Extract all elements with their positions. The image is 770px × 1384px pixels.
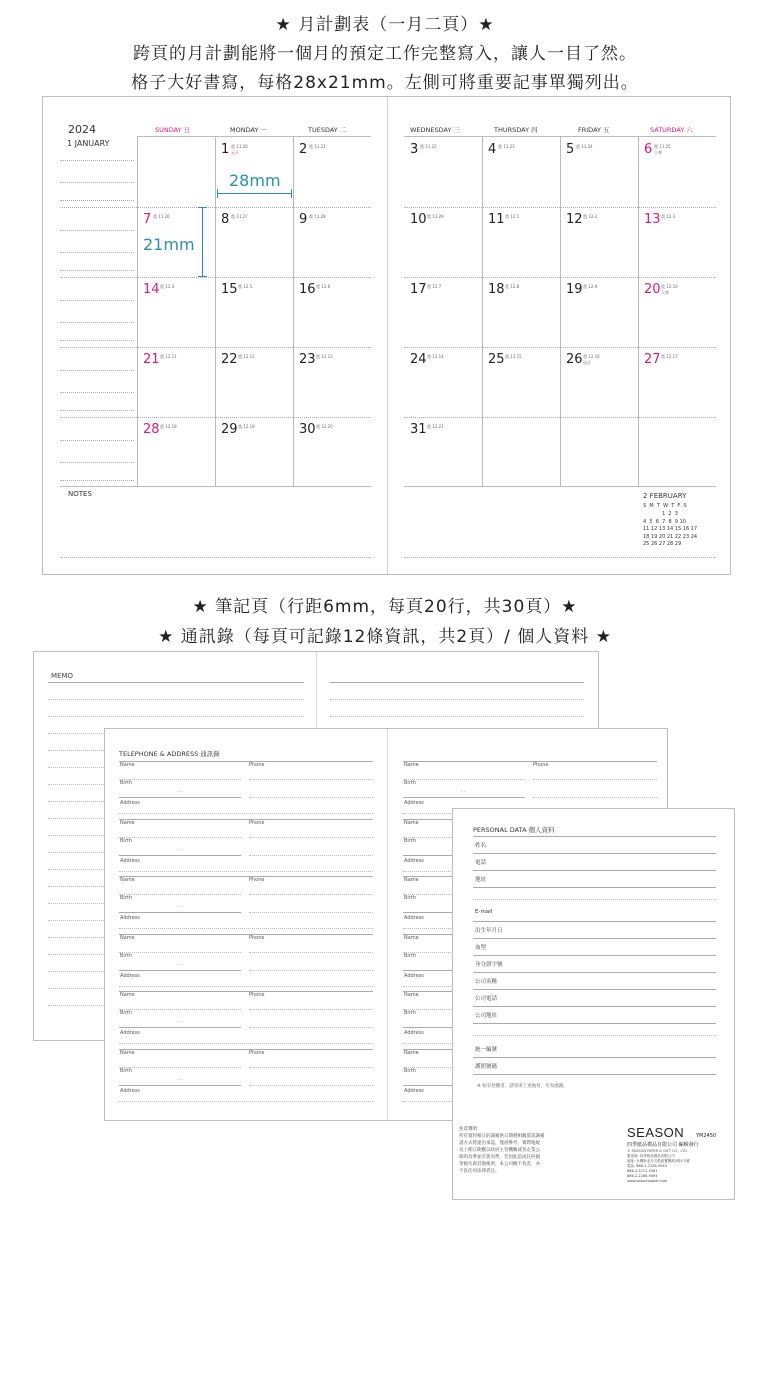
personal-field-label: 公司名稱	[475, 979, 498, 985]
phone-label: Phone	[249, 819, 265, 826]
day-number: 8	[221, 212, 230, 227]
row-sep-r2	[404, 347, 716, 348]
company-address-line: 886-2-2268-9494	[627, 1174, 658, 1178]
birth-dots: · ·	[177, 904, 182, 910]
disclaimer-line: 免責聲明：	[459, 1127, 482, 1132]
side-note-line	[60, 160, 134, 161]
telephone-title: TELEPHONE & ADDRESS 通訊錄	[119, 750, 220, 758]
name-label: Name	[404, 992, 419, 998]
name-label: Name	[120, 1049, 135, 1056]
side-note-line	[60, 230, 134, 231]
entry-top-line	[119, 876, 373, 877]
col-line-l2	[293, 137, 294, 487]
calendar-year: 2024	[68, 123, 96, 136]
height-dim-tick-b	[198, 276, 207, 277]
company-en: © SEASON PAPER & GIFT CO., LTD.	[627, 1149, 688, 1153]
address-line	[119, 986, 373, 987]
festival-label: 小寒	[654, 150, 662, 155]
personal-field-line	[473, 921, 716, 922]
name-line	[403, 779, 525, 780]
day-number: 31	[410, 422, 427, 437]
headline-monthly-desc2: 格子大好書寫，每格28x21mm。左側可將重要記事單獨列出。	[131, 73, 639, 93]
day-number: 26	[566, 352, 583, 367]
entry-top-line	[119, 761, 373, 762]
weekday-header-2: TUESDAY 二	[308, 126, 347, 134]
phone-line	[249, 1067, 373, 1068]
entry-top-line	[119, 991, 373, 992]
lunar-date: 農 12.13	[316, 354, 333, 359]
day-number: 5	[566, 142, 575, 157]
personal-field-label: 統一編號	[475, 1047, 498, 1053]
row-sep-l1	[60, 277, 371, 278]
col-line-l1	[215, 137, 216, 487]
day-number: 6	[644, 142, 653, 157]
festival-label: 元旦	[231, 150, 239, 155]
address-label: Address	[404, 1087, 424, 1094]
memo-label: MEMO	[51, 672, 74, 680]
personal-field-label: 姓名	[475, 843, 487, 849]
disclaimer-line: 不負任何法律責任。	[459, 1169, 500, 1174]
lunar-date: 農 11.25	[654, 144, 671, 149]
mini-month-row: 25 26 27 28 29	[643, 541, 682, 547]
phone-line	[249, 779, 373, 780]
company-address-line: 製造商: 四季紙品禮品有限公司	[627, 1154, 675, 1158]
header-line-left	[137, 136, 371, 137]
lunar-date: 農 12.16	[583, 354, 600, 359]
lunar-date: 農 12.2	[583, 214, 598, 219]
personal-field-line	[473, 989, 716, 990]
festival-label: 大寒	[661, 290, 669, 295]
mini-month-row: 18 19 20 21 22 23 24	[643, 533, 698, 540]
address-line	[119, 1101, 373, 1102]
side-note-line	[60, 252, 134, 253]
personal-field-line	[473, 1074, 716, 1075]
entry-top-line	[119, 819, 373, 820]
side-note-line	[60, 300, 134, 301]
birth-line	[119, 855, 241, 856]
day-number: 4	[488, 142, 497, 157]
col-line-l0	[137, 137, 138, 487]
birth-line	[119, 970, 241, 971]
day-number: 24	[410, 352, 427, 367]
birth-label: Birth	[120, 1067, 133, 1074]
memo-top-line	[48, 682, 304, 683]
birth-dots: · ·	[177, 789, 182, 795]
side-note-line	[60, 462, 134, 463]
day-number: 10	[410, 212, 427, 227]
birth-dots: · ·	[177, 1076, 182, 1083]
weekday-header-6: SATURDAY 六	[650, 126, 693, 134]
address-label: Address	[404, 800, 424, 806]
cell-height-dimension: 21mm	[143, 235, 195, 254]
side-note-line	[60, 370, 134, 371]
memo-line-right	[330, 716, 584, 717]
company-address-line: 886-2-2211-5561	[627, 1169, 658, 1173]
name-label: Name	[404, 762, 419, 768]
height-dim-line	[202, 207, 203, 277]
address-label: Address	[404, 915, 424, 921]
company-address-line: 電話: 886-2-2228-9944	[627, 1164, 667, 1168]
day-number: 16	[299, 282, 316, 297]
lunar-date: 農 11.26	[153, 214, 170, 219]
spread-fold	[387, 97, 388, 574]
day-number: 27	[644, 352, 661, 367]
mini-month-header: S M T W T F S	[643, 503, 687, 509]
company-address-line: 地址: 台灣新北市五股區寶興路2段5-3號	[627, 1159, 690, 1163]
side-note-line	[60, 322, 134, 323]
phone-label: Phone	[249, 762, 265, 768]
entry-top-line	[403, 761, 657, 762]
name-line	[119, 952, 241, 953]
day-number: 3	[410, 142, 419, 157]
birth-line	[403, 797, 525, 798]
address-label: Address	[120, 800, 140, 806]
personal-field-label: 公司地址	[475, 1013, 498, 1019]
day-number: 23	[299, 352, 316, 367]
personal-note: ※ 如有拾獲者，請寄寄上述地址，至為感謝。	[477, 1084, 568, 1089]
day-number: 15	[221, 282, 238, 297]
birth-line	[119, 912, 241, 913]
phone-line	[249, 894, 373, 895]
lunar-date: 農 12.21	[427, 424, 444, 429]
address-label: Address	[404, 972, 424, 979]
side-note-line	[60, 270, 134, 271]
name-label: Name	[404, 1049, 419, 1056]
memo-top-line-right	[330, 682, 584, 683]
name-label: Name	[120, 877, 135, 883]
personal-field-line	[473, 870, 716, 871]
phone-label: Phone	[249, 1049, 265, 1056]
birth-label: Birth	[120, 780, 133, 786]
lunar-date: 農 12.11	[160, 354, 177, 359]
name-line	[119, 779, 241, 780]
lunar-date: 農 11.21	[309, 144, 326, 149]
address-line	[119, 928, 373, 929]
day-number: 7	[143, 212, 152, 227]
phone-line2	[249, 1085, 373, 1086]
personal-field-label: 血型	[475, 945, 487, 951]
name-label: Name	[404, 934, 419, 941]
company-name: 四季紙品禮品有限公司 編輯發行	[627, 1142, 699, 1148]
phone-line	[249, 952, 373, 953]
company-address-line: www.seasonpaper.com	[627, 1179, 668, 1183]
birth-label: Birth	[404, 895, 417, 901]
weekday-header-3: WEDNESDAY 三	[410, 126, 461, 134]
lunar-date: 農 12.17	[661, 354, 678, 359]
phone-line2	[533, 797, 657, 798]
day-number: 25	[488, 352, 505, 367]
day-number: 19	[566, 282, 583, 297]
row-sep-r0	[404, 207, 716, 208]
lunar-date: 農 11.20	[231, 144, 248, 149]
personal-field-label: 護照號碼	[475, 1064, 498, 1070]
personal-field-label: 電話	[475, 860, 487, 866]
lunar-date: 農 11.24	[576, 144, 593, 149]
birth-label: Birth	[120, 895, 133, 901]
phone-label: Phone	[533, 762, 549, 768]
weekday-header-4: THURSDAY 四	[494, 126, 538, 134]
side-note-line	[60, 340, 134, 341]
name-label: Name	[120, 934, 135, 941]
birth-label: Birth	[404, 1010, 417, 1016]
lunar-date: 農 11.28	[309, 214, 326, 219]
lunar-date: 農 12.1	[505, 214, 520, 219]
phone-label: Phone	[249, 877, 265, 883]
birth-label: Birth	[120, 1010, 133, 1016]
lunar-date: 農 12.20	[316, 424, 333, 429]
model-number: YM2450	[696, 1133, 717, 1139]
festival-label: 尾牙	[583, 360, 591, 365]
lunar-date: 農 12.19	[238, 424, 255, 429]
day-number: 12	[566, 212, 583, 227]
personal-field-line	[473, 887, 716, 888]
birth-label: Birth	[404, 780, 417, 786]
phone-label: Phone	[249, 992, 265, 998]
phone-line	[533, 779, 657, 780]
side-note-line	[60, 440, 134, 441]
address-line	[119, 813, 373, 814]
mini-month-row: 1 2 3	[643, 511, 678, 517]
height-dim-tick-t	[198, 207, 207, 208]
address-line	[119, 871, 373, 872]
side-note-line	[60, 410, 134, 411]
headline-monthly: ★ 月計劃表（一月二頁）★	[275, 15, 495, 35]
day-number: 13	[644, 212, 661, 227]
lunar-date: 農 11.29	[427, 214, 444, 219]
personal-field-label: E-mail	[475, 909, 493, 915]
headline-monthly-desc1: 跨頁的月計劃能將一個月的預定工作完整寫入，讓人一目了然。	[133, 44, 637, 64]
disclaimer-line: 及上期日期應以政府主管機關或各企業公	[459, 1148, 540, 1153]
phone-line2	[249, 970, 373, 971]
name-line	[119, 1009, 241, 1010]
monthly-calendar-spread	[42, 96, 731, 575]
row-sep-r1	[404, 277, 716, 278]
lunar-date: 農 12.14	[427, 354, 444, 359]
personal-field-line	[473, 1023, 716, 1024]
lunar-date: 農 11.23	[498, 144, 515, 149]
row-sep-r3	[404, 417, 716, 418]
personal-field-label: 公司電話	[475, 996, 498, 1002]
day-number: 29	[221, 422, 238, 437]
phone-line	[249, 837, 373, 838]
address-label: Address	[120, 972, 140, 979]
weekday-header-1: MONDAY 一	[230, 126, 267, 134]
entry-top-line	[119, 1049, 373, 1050]
headline-notes: ★ 筆記頁（行距6mm，每頁20行，共30頁）★	[192, 597, 578, 617]
phone-line2	[249, 855, 373, 856]
day-number: 17	[410, 282, 427, 297]
phone-line	[249, 1009, 373, 1010]
lunar-date: 農 12.4	[160, 284, 175, 289]
day-number: 14	[143, 282, 160, 297]
address-label: Address	[120, 915, 140, 921]
address-label: Address	[120, 1030, 140, 1036]
col-line-r2	[638, 137, 639, 487]
personal-field-line	[473, 1057, 716, 1058]
personal-title: PERSONAL DATA 個人資料	[473, 826, 555, 834]
personal-extra-line	[473, 1035, 716, 1036]
width-dim-tick-r	[291, 189, 292, 198]
phone-line2	[249, 1027, 373, 1028]
birth-label: Birth	[404, 837, 417, 844]
phone-label: Phone	[249, 934, 265, 941]
personal-extra-line	[473, 899, 716, 900]
address-label: Address	[404, 1030, 424, 1036]
lunar-date: 農 12.3	[661, 214, 676, 219]
memo-line-right	[330, 699, 584, 700]
day-number: 22	[221, 352, 238, 367]
address-label: Address	[120, 1087, 140, 1094]
name-line	[119, 837, 241, 838]
day-number: 2	[299, 142, 308, 157]
side-note-line	[60, 392, 134, 393]
day-number: 21	[143, 352, 160, 367]
lunar-date: 農 12.7	[427, 284, 442, 289]
lunar-date: 農 12.12	[238, 354, 255, 359]
phone-line2	[249, 797, 373, 798]
name-line	[119, 1067, 241, 1068]
lunar-date: 農 11.22	[420, 144, 437, 149]
side-note-line	[60, 480, 134, 481]
season-logo: SEASON	[627, 1125, 685, 1140]
birth-dots: · ·	[177, 1019, 182, 1025]
birth-line	[119, 1027, 241, 1028]
day-number: 1	[221, 142, 230, 157]
personal-field-line	[473, 972, 716, 973]
notes-dotline	[60, 557, 371, 558]
birth-label: Birth	[120, 952, 133, 959]
personal-field-line	[473, 1006, 716, 1007]
name-label: Name	[120, 819, 135, 826]
personal-field-line	[473, 853, 716, 854]
disclaimer-line: 害損失與其他後果，本公司概不負責，亦	[459, 1162, 540, 1167]
address-line	[119, 1043, 373, 1044]
disclaimer-line: 佈的為準並有異為準，若因此造成任何損	[459, 1155, 540, 1160]
birth-label: Birth	[404, 1067, 417, 1074]
width-dim-line	[217, 193, 292, 194]
row-sep-l3	[60, 417, 371, 418]
day-number: 28	[143, 422, 160, 437]
notes-label: NOTES	[68, 490, 92, 498]
side-note-line	[60, 200, 134, 201]
address-label: Address	[404, 857, 424, 864]
personal-field-line	[473, 955, 716, 956]
cell-width-dimension: 28mm	[229, 171, 281, 190]
col-line-r0	[482, 137, 483, 487]
calendar-month: 1 JANUARY	[67, 139, 110, 148]
personal-field-label: 地址	[475, 877, 487, 883]
entry-top-line	[119, 934, 373, 935]
mini-month-row: 11 12 13 14 15 16 17	[643, 526, 698, 532]
day-number: 9	[299, 212, 308, 227]
weekday-header-5: FRIDAY 五	[578, 126, 610, 134]
mini-sep	[404, 557, 716, 558]
side-note-line	[60, 182, 134, 183]
birth-label: Birth	[404, 952, 417, 959]
lunar-date: 農 12.8	[505, 284, 520, 289]
birth-line	[119, 797, 241, 798]
birth-label: Birth	[120, 837, 133, 844]
name-label: Name	[404, 819, 419, 826]
disclaimer-line: 請方式將提出承認，僅供參考，實際地規	[459, 1141, 540, 1146]
lunar-date: 農 12.5	[238, 284, 253, 289]
personal-data-sheet	[452, 808, 735, 1200]
lunar-date: 農 12.10	[661, 284, 678, 289]
day-number: 11	[488, 212, 505, 227]
lunar-date: 農 12.18	[160, 424, 177, 429]
name-label: Name	[120, 762, 135, 768]
personal-field-line	[473, 938, 716, 939]
lunar-date: 農 12.6	[316, 284, 331, 289]
personal-field-label: 出生年月日	[475, 928, 503, 934]
weekday-header-0: SUNDAY 日	[155, 126, 191, 134]
memo-line	[48, 716, 304, 717]
birth-line	[119, 1085, 241, 1086]
lunar-date: 農 12.15	[505, 354, 522, 359]
lunar-date: 農 11.27	[231, 214, 248, 219]
name-line	[119, 894, 241, 895]
name-label: Name	[404, 877, 419, 883]
day-number: 20	[644, 282, 661, 297]
name-label: Name	[120, 992, 135, 998]
birth-dots: · ·	[461, 789, 466, 795]
day-number: 18	[488, 282, 505, 297]
disclaimer-line: 所有資料相日的調補供日期曆相關資訊調補	[459, 1134, 545, 1139]
mini-month-row: 4 5 6 7 8 9 10	[643, 518, 686, 525]
col-line-r1	[560, 137, 561, 487]
personal-field-label: 身分證字號	[475, 962, 503, 968]
memo-line	[48, 699, 304, 700]
day-number: 30	[299, 422, 316, 437]
mini-month-title: 2 FEBRUARY	[643, 492, 687, 500]
address-label: Address	[120, 857, 140, 864]
row-sep-l0	[60, 207, 371, 208]
birth-dots: · ·	[177, 846, 182, 853]
birth-dots: · ·	[177, 961, 182, 968]
headline-address: ★ 通訊錄（每頁可記錄12條資訊，共2頁）/ 個人資料 ★	[158, 627, 612, 647]
row-sep-l2	[60, 347, 371, 348]
width-dim-tick-l	[217, 189, 218, 198]
phone-line2	[249, 912, 373, 913]
lunar-date: 農 12.9	[583, 284, 598, 289]
